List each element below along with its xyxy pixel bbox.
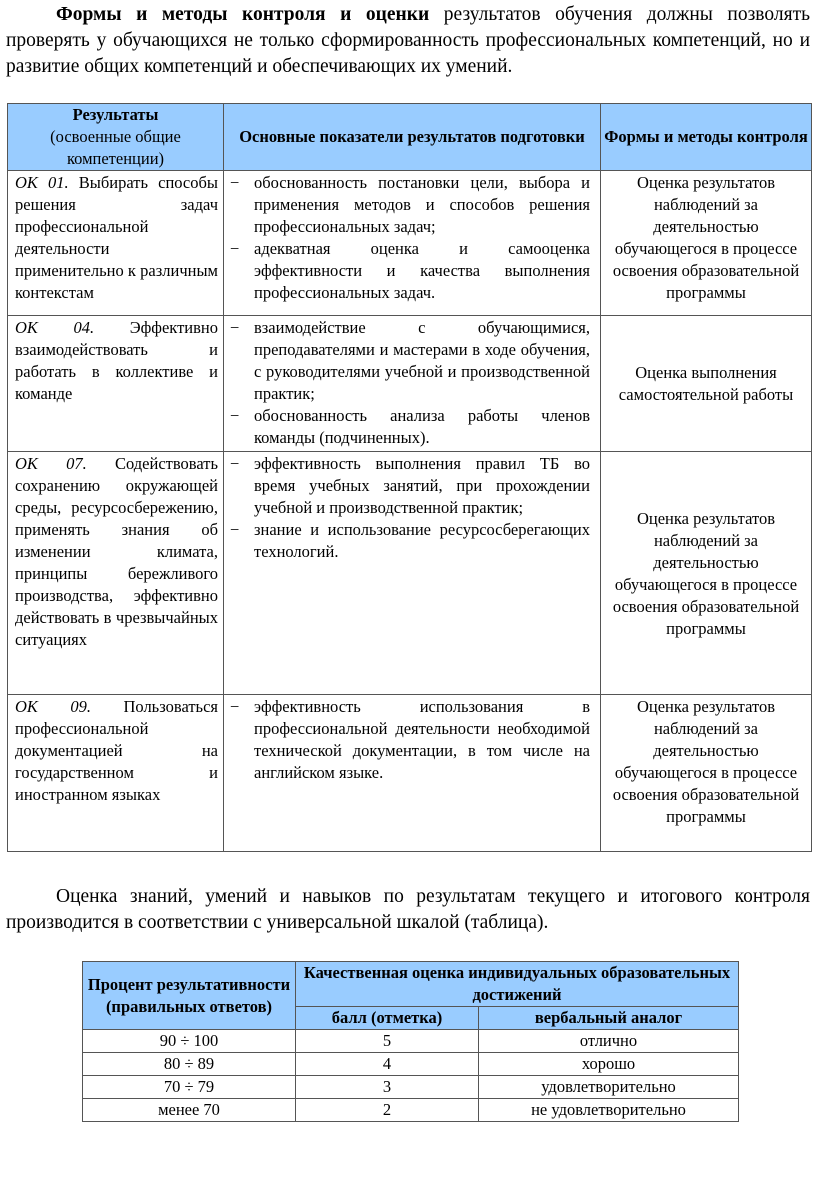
intro-bold-lead: Формы и методы контроля и оценки bbox=[56, 4, 430, 25]
verbal-cell: хорошо bbox=[479, 1053, 739, 1076]
header-indicators: Основные показатели результатов подготовки bbox=[224, 104, 601, 171]
table-row bbox=[83, 1053, 739, 1076]
indicator-item: − адекватная оценка и самооценка эффективности и качества выполнения профессиональных задач. bbox=[232, 238, 590, 304]
indicator-item: − эффективность использования в профессиональной деятельности необходимой технической документации, в том числе на английском языке. bbox=[232, 696, 590, 784]
method-cell: Оценка результатов наблюдений за деятельностью обучающегося в процессе освоения образовательной программы bbox=[601, 452, 812, 695]
competence-text: Выбирать способы решения задач профессиональной деятельности применительно к различным контекстам bbox=[15, 173, 218, 302]
competence-cell bbox=[8, 695, 224, 852]
verbal-cell: не удовлетворительно bbox=[479, 1099, 739, 1122]
verbal-cell: удовлетворительно bbox=[479, 1076, 739, 1099]
score-cell: 3 bbox=[296, 1076, 479, 1099]
competence-code: ОК 01. bbox=[15, 173, 69, 192]
outro-paragraph bbox=[6, 884, 810, 936]
indicators-cell bbox=[224, 695, 601, 852]
table-row bbox=[8, 316, 812, 452]
method-cell: Оценка выполнения самостоятельной работы bbox=[601, 316, 812, 452]
score-cell: 4 bbox=[296, 1053, 479, 1076]
score-cell: 2 bbox=[296, 1099, 479, 1122]
percent-cell: 80 ÷ 89 bbox=[83, 1053, 296, 1076]
header-quality: Качественная оценка индивидуальных образовательных достижений bbox=[296, 962, 739, 1007]
table-row bbox=[8, 695, 812, 852]
indicator-item: − обоснованность анализа работы членов команды (подчиненных). bbox=[232, 405, 590, 449]
outro-text: Оценка знаний, умений и навыков по результатам текущего и итогового контроля производится в соответствии с универсальной шкалой (таблица). bbox=[6, 886, 810, 933]
header-verbal: вербальный аналог bbox=[479, 1007, 739, 1030]
header-methods: Формы и методы контроля bbox=[601, 104, 812, 171]
competence-cell bbox=[8, 316, 224, 452]
table1-header-row bbox=[8, 104, 812, 171]
table-row bbox=[83, 1030, 739, 1053]
header-percent: Процент результативности (правильных ответов) bbox=[83, 962, 296, 1030]
intro-paragraph bbox=[6, 2, 810, 80]
header-results-subtitle: (освоенные общие компетенции) bbox=[50, 127, 181, 168]
competence-cell bbox=[8, 171, 224, 316]
header-results-title: Результаты bbox=[72, 105, 159, 124]
intro-text: результатов обучения должны позволять проверять у обучающихся не только сформированность профессиональных компетенций, но и развитие общих компетенций и обеспечивающих их умений. bbox=[6, 4, 810, 77]
indicator-item: − взаимодействие с обучающимися, преподавателями и мастерами в ходе обучения, с руководителями учебной и производственной практик; bbox=[232, 317, 590, 405]
score-cell: 5 bbox=[296, 1030, 479, 1053]
indicator-item: − эффективность выполнения правил ТБ во время учебных занятий, при прохождении учебной и производственной практик; bbox=[232, 453, 590, 519]
percent-cell: менее 70 bbox=[83, 1099, 296, 1122]
competence-text: Пользоваться профессиональной документацией на государственном и иностранном языках bbox=[15, 697, 218, 804]
method-cell: Оценка результатов наблюдений за деятельностью обучающегося в процессе освоения образовательной программы bbox=[601, 695, 812, 852]
competence-code: ОК 09. bbox=[15, 697, 91, 716]
competence-code: ОК 07. bbox=[15, 454, 87, 473]
competence-assessment-table bbox=[7, 103, 812, 852]
indicators-cell bbox=[224, 452, 601, 695]
header-results bbox=[8, 104, 224, 171]
header-score: балл (отметка) bbox=[296, 1007, 479, 1030]
competence-code: ОК 04. bbox=[15, 318, 95, 337]
competence-cell bbox=[8, 452, 224, 695]
competence-text: Содействовать сохранению окружающей среды, ресурсосбережению, применять знания об изменении климата, принципы бережливого производства, эффективно действовать в чрезвычайных ситуациях bbox=[15, 454, 218, 649]
indicator-item: − обоснованность постановки цели, выбора и применения методов и способов решения профессиональных задач; bbox=[232, 172, 590, 238]
competence-text: Эффективно взаимодействовать и работать в коллективе и команде bbox=[15, 318, 218, 403]
table-row bbox=[8, 171, 812, 316]
table2-header-row bbox=[83, 962, 739, 1007]
indicator-item: − знание и использование ресурсосберегающих технологий. bbox=[232, 519, 590, 563]
grading-scale-table bbox=[82, 961, 739, 1122]
table-row bbox=[8, 452, 812, 695]
indicators-cell bbox=[224, 316, 601, 452]
percent-cell: 90 ÷ 100 bbox=[83, 1030, 296, 1053]
method-cell: Оценка результатов наблюдений за деятельностью обучающегося в процессе освоения образовательной программы bbox=[601, 171, 812, 316]
indicators-cell bbox=[224, 171, 601, 316]
percent-cell: 70 ÷ 79 bbox=[83, 1076, 296, 1099]
verbal-cell: отлично bbox=[479, 1030, 739, 1053]
table-row bbox=[83, 1076, 739, 1099]
table-row bbox=[83, 1099, 739, 1122]
